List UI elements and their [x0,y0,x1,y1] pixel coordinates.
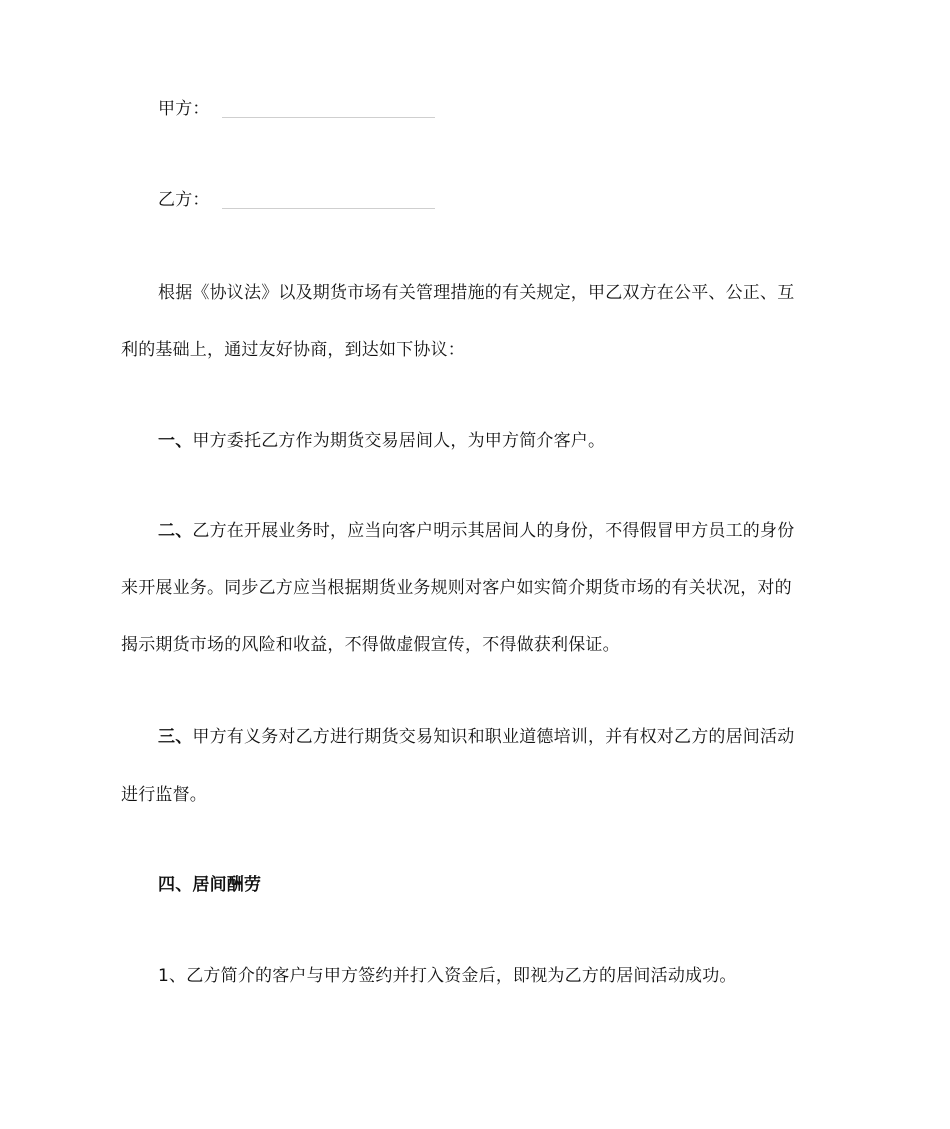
clause-3-text-1: 甲方有义务对乙方进行期货交易知识和职业道德培训，并有权对乙方的居间活动 [192,727,795,747]
clause-2-text-1: 乙方在开展业务时，应当向客户明示其居间人的身份，不得假冒甲方员工的身份 [192,521,795,541]
party-b-blank-line [222,194,435,209]
intro-line-1: 根据《协议法》以及期货市场有关管理措施的有关规定，甲乙双方在公平、公正、互 [158,283,795,303]
clause-3-line-1 [158,726,794,748]
clause-1-text: 甲方委托乙方作为期货交易居间人，为甲方简介客户。 [192,431,606,451]
party-a-label: 甲方： [158,99,210,119]
party-a-blank-line [222,103,435,118]
clause-2-line-2: 来开展业务。同步乙方应当根据期货业务规则对客户如实简介期货市场的有关状况，对的 [121,578,792,598]
clause-1-number: 一、 [158,431,193,451]
clause-2-line-1 [158,520,794,542]
clause-3-number: 三、 [158,727,193,747]
party-a-row [158,98,435,120]
clause-4-heading: 四、居间酬劳 [158,875,262,895]
intro-line-2: 利的基础上，通过友好协商，到达如下协议： [121,340,465,360]
clause-2-number: 二、 [158,521,193,541]
party-b-row [158,189,435,211]
item-1: 1、乙方简介的客户与甲方签约并打入资金后，即视为乙方的居间活动成功。 [158,966,737,986]
clause-2-line-3: 揭示期货市场的风险和收益，不得做虚假宣传，不得做获利保证。 [121,635,620,655]
party-b-label: 乙方： [158,190,210,210]
clause-3-line-2: 进行监督。 [121,785,207,805]
clause-1 [158,430,605,452]
